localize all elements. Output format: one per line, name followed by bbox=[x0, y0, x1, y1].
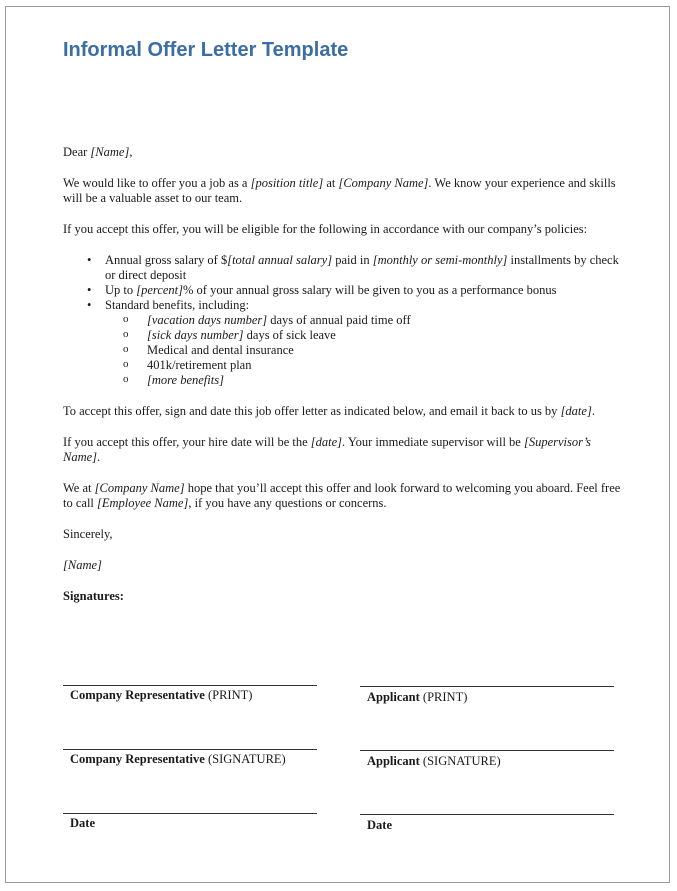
closing: Sincerely, bbox=[63, 527, 113, 541]
vacation-placeholder: [vacation days number] bbox=[147, 313, 268, 327]
text: Up to bbox=[105, 283, 137, 297]
benefits-list bbox=[63, 253, 623, 388]
text: , if you have any questions or concerns. bbox=[188, 496, 387, 510]
employee-placeholder: [Employee Name] bbox=[97, 496, 189, 510]
percent-placeholder: [percent] bbox=[136, 283, 183, 297]
text: . Your immediate supervisor will be bbox=[342, 435, 524, 449]
paragraph-eligibility: If you accept this offer, you will be eligible for the following in accordance with our company’s policies: bbox=[63, 222, 588, 236]
label-bold: Date bbox=[70, 816, 95, 830]
company-placeholder: [Company Name] bbox=[338, 176, 429, 190]
salary-placeholder: [total annual salary] bbox=[227, 253, 333, 267]
paragraph-hire-date bbox=[63, 435, 623, 465]
list-item bbox=[105, 253, 623, 283]
text: . bbox=[97, 450, 101, 464]
text: days of sick leave bbox=[243, 328, 336, 342]
greeting bbox=[63, 145, 623, 160]
text: % of your annual gross salary will be given to you as a performance bonus bbox=[183, 283, 557, 297]
text: Standard benefits, including: bbox=[105, 298, 250, 312]
list-item bbox=[147, 373, 623, 388]
signature-line-applicant-print[interactable] bbox=[360, 686, 614, 687]
list-item: o 401k/retirement plan bbox=[147, 358, 623, 373]
label-text: (SIGNATURE) bbox=[204, 752, 286, 766]
supervisor-placeholder: [Supervisor’s Name] bbox=[63, 435, 591, 464]
signature-line-rep-print[interactable] bbox=[63, 685, 317, 686]
label-bold: Applicant bbox=[367, 690, 420, 704]
text: To accept this offer, sign and date this job offer letter as indicated below, and email it back to us by bbox=[63, 404, 561, 418]
label-text: (SIGNATURE) bbox=[419, 754, 501, 768]
company-placeholder: [Company Name] bbox=[94, 481, 185, 495]
sick-days-placeholder: [sick days number] bbox=[147, 328, 244, 342]
paragraph-offer bbox=[63, 176, 623, 206]
label-date-left bbox=[70, 816, 95, 831]
text: We at bbox=[63, 481, 95, 495]
frequency-placeholder: [monthly or semi-monthly] bbox=[372, 253, 508, 267]
label-text: (PRINT) bbox=[204, 688, 253, 702]
text: installments by check or direct deposit bbox=[105, 253, 619, 282]
list-item bbox=[105, 283, 623, 298]
greeting-text: Dear bbox=[63, 145, 91, 159]
date-line-left[interactable] bbox=[63, 813, 317, 814]
label-bold: Company Representative bbox=[70, 688, 205, 702]
signature-line-applicant-signature[interactable] bbox=[360, 750, 614, 751]
text: If you accept this offer, your hire date will be the bbox=[63, 435, 311, 449]
label-rep-print bbox=[70, 688, 252, 703]
list-item bbox=[147, 328, 623, 343]
label-applicant-signature bbox=[367, 754, 501, 769]
letter-body bbox=[63, 145, 623, 620]
list-item bbox=[105, 298, 623, 388]
recipient-name-placeholder: [Name] bbox=[90, 145, 130, 159]
text: We would like to offer you a job as a bbox=[63, 176, 251, 190]
position-placeholder: [position title] bbox=[250, 176, 324, 190]
label-text: (PRINT) bbox=[419, 690, 468, 704]
text: days of annual paid time off bbox=[267, 313, 411, 327]
list-item bbox=[147, 313, 623, 328]
list-item: o Medical and dental insurance bbox=[147, 343, 623, 358]
label-bold: Company Representative bbox=[70, 752, 205, 766]
label-bold: Date bbox=[367, 818, 392, 832]
text: at bbox=[323, 176, 339, 190]
sender-name bbox=[63, 558, 623, 573]
signatures-heading: Signatures: bbox=[63, 589, 124, 603]
paragraph-welcome bbox=[63, 481, 623, 511]
more-benefits-placeholder: [more benefits] bbox=[147, 373, 224, 387]
document-page bbox=[5, 6, 670, 883]
date-line-right[interactable] bbox=[360, 814, 614, 815]
greeting-punct: , bbox=[129, 145, 133, 159]
label-date-right bbox=[367, 818, 392, 833]
text: . We know your experience and skills will be a valuable asset to our team. bbox=[63, 176, 616, 205]
signature-line-rep-signature[interactable] bbox=[63, 749, 317, 750]
document-title: Informal Offer Letter Template bbox=[63, 39, 349, 61]
text: hope that you’ll accept this offer and look forward to welcoming you aboard. Feel free to call bbox=[63, 481, 621, 510]
paragraph-accept bbox=[63, 404, 623, 419]
label-rep-signature bbox=[70, 752, 286, 767]
date-placeholder: [date] bbox=[560, 404, 592, 418]
text: paid in bbox=[332, 253, 373, 267]
label-bold: Applicant bbox=[367, 754, 420, 768]
date-placeholder: [date] bbox=[310, 435, 343, 449]
standard-benefits-sublist bbox=[105, 313, 623, 388]
text: . bbox=[591, 404, 595, 418]
sender-name-placeholder: [Name] bbox=[63, 558, 102, 572]
text: Annual gross salary of $ bbox=[105, 253, 228, 267]
label-applicant-print bbox=[367, 690, 467, 705]
